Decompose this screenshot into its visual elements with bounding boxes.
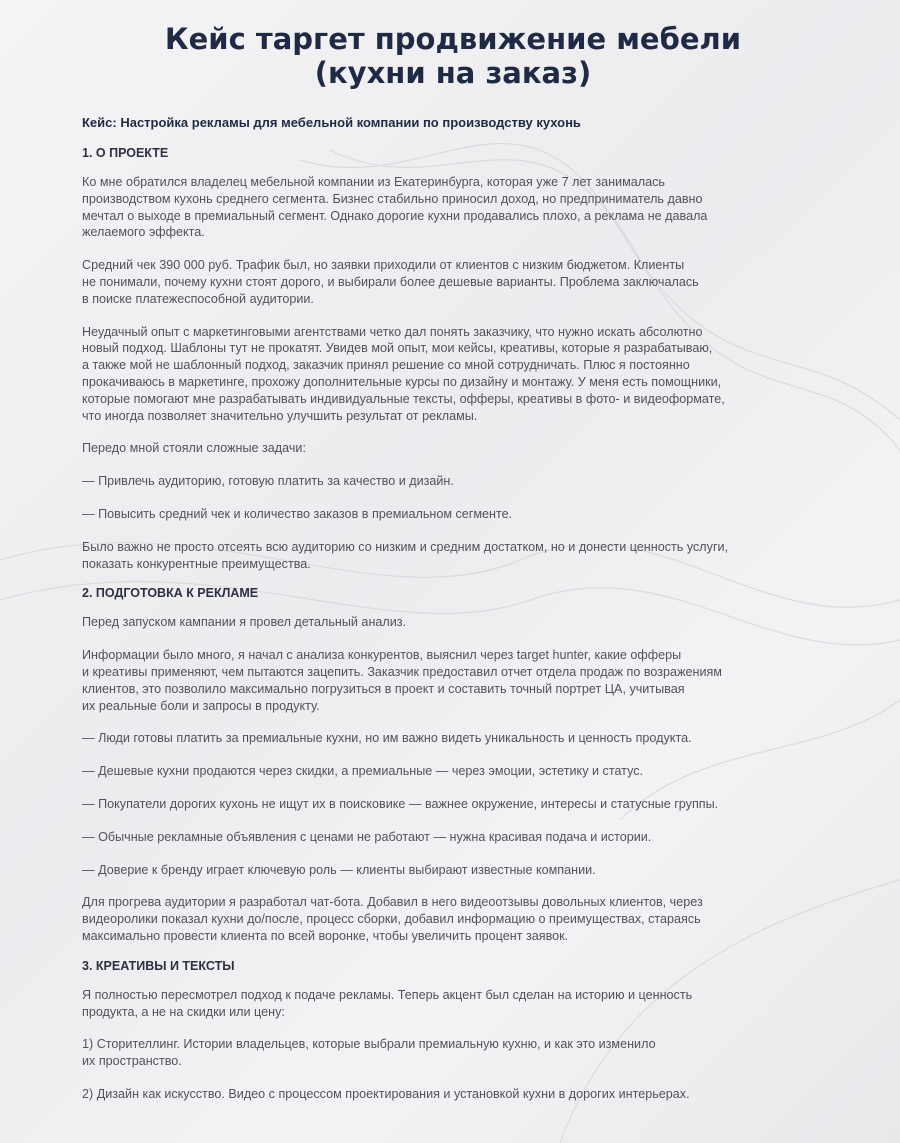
paragraph-value <box>82 539 824 573</box>
line: клиентов, это позволило максимально погрузиться в проект и составить точный портрет ЦА, учитывая <box>82 681 685 696</box>
line: их пространство. <box>82 1054 182 1069</box>
line: показать конкурентные преимущества. <box>82 556 311 571</box>
line: Средний чек 390 000 руб. Трафик был, но заявки приходили от клиентов с низким бюджетом. Клиенты <box>82 258 685 273</box>
line: Для прогрева аудитории я разработал чат-бота. Добавил в него видеоотзывы довольных клиентов, через <box>82 895 703 910</box>
paragraph-approach <box>82 987 824 1021</box>
line: продукта, а не на скидки или цену: <box>82 1004 285 1019</box>
insight-item: — Доверие к бренду играет ключевую роль — клиенты выбирают известные компании. <box>82 862 596 877</box>
task-item: — Повысить средний чек и количество заказов в премиальном сегменте. <box>82 506 513 521</box>
line: видеоролики показал кухни до/после, процесс сборки, добавил информацию о преимуществах, стараясь <box>82 912 701 927</box>
section-heading-about: 1. О ПРОЕКТЕ <box>82 146 169 160</box>
insight-item: — Обычные рекламные объявления с ценами не работают — нужна красивая подача и истории. <box>82 829 652 844</box>
line: новый подход. Шаблоны тут не прокатят. Увидев мой опыт, мои кейсы, креативы, которые я разрабатываю, <box>82 341 713 356</box>
creative-item-storytelling <box>82 1036 824 1070</box>
paragraph-chatbot <box>82 894 824 944</box>
line: и креативы применяют, чем пытаются зацепить. Заказчик предоставил отчет отдела продаж по возражениям <box>82 664 722 679</box>
line: которые помогают мне разрабатывать индивидуальные тексты, офферы, креативы в фото- и видеоформате, <box>82 391 725 406</box>
line: в поиске платежеспособной аудитории. <box>82 291 314 306</box>
line: Было важно не просто отсеять всю аудиторию со низким и средним достатком, но и донести ценность услуги, <box>82 539 729 554</box>
section-heading-preparation: 2. ПОДГОТОВКА К РЕКЛАМЕ <box>82 586 259 601</box>
insight-item: — Люди готовы платить за премиальные кухни, но им важно видеть уникальность и ценность продукта. <box>82 731 692 746</box>
page-title-line1: Кейс таргет продвижение мебели <box>164 22 742 56</box>
line: Ко мне обратился владелец мебельной компании из Екатеринбурга, которая уже 7 лет занималась <box>82 175 665 189</box>
page-title <box>82 0 824 90</box>
creative-item-design: 2) Дизайн как искусство. Видео с процессом проектирования и установкой кухни в дорогих интерьерах. <box>82 1086 690 1101</box>
case-subtitle: Кейс: Настройка рекламы для мебельной компании по производству кухонь <box>82 115 581 130</box>
line: Я полностью пересмотрел подход к подаче рекламы. Теперь акцент был сделан на историю и ценность <box>82 987 693 1002</box>
line: желаемого эффекта. <box>82 225 205 240</box>
line: что иногда позволяет значительно улучшить результат от рекламы. <box>82 408 478 423</box>
line: не понимали, почему кухни стоят дорого, и выбирали более дешевые варианты. Проблема заключалась <box>82 274 699 289</box>
line: мечтал о выходе в премиальный сегмент. Однако дорогие кухни продавались плохо, а реклама не давала <box>82 208 708 223</box>
line: Неудачный опыт с маркетинговыми агентствами четко дал понять заказчику, что нужно искать абсолютно <box>82 324 703 339</box>
paragraph-client-intro <box>82 174 824 241</box>
line: прокачиваюсь в маркетинге, прохожу дополнительные курсы по дизайну и монтажу. У меня есть помощники, <box>82 374 722 389</box>
paragraph-analysis: Перед запуском кампании я провел детальный анализ. <box>82 615 407 630</box>
paragraph-tasks-intro: Передо мной стояли сложные задачи: <box>82 441 306 456</box>
line: 1) Сторителлинг. Истории владельцев, которые выбрали премиальную кухню, и как это изменило <box>82 1037 656 1052</box>
line: максимально провести клиента по всей воронке, чтобы увеличить процент заявок. <box>82 928 569 943</box>
line: их реальные боли и запросы в продукту. <box>82 698 320 713</box>
insight-item: — Дешевые кухни продаются через скидки, а премиальные — через эмоции, эстетику и статус. <box>82 764 644 779</box>
line: а также мой не шаблонный подход, заказчик принял решение со мной сотрудничать. Плюс я постоянно <box>82 358 690 373</box>
line: Информации было много, я начал с анализа конкурентов, выяснил через target hunter, какие офферы <box>82 648 682 663</box>
paragraph-agencies-experience <box>82 324 824 425</box>
section-heading-creatives: 3. КРЕАТИВЫ И ТЕКСТЫ <box>82 958 235 973</box>
paragraph-average-check <box>82 257 824 307</box>
line: производством кухонь среднего сегмента. Бизнес стабильно приносил доход, но предприниматель давно <box>82 191 703 206</box>
insight-item: — Покупатели дорогих кухонь не ищут их в поисковике — важнее окружение, интересы и статусные группы. <box>82 796 719 811</box>
paragraph-competitors <box>82 647 824 714</box>
page-title-line2: (кухни на заказ) <box>314 56 592 90</box>
task-item: — Привлечь аудиторию, готовую платить за качество и дизайн. <box>82 474 454 489</box>
